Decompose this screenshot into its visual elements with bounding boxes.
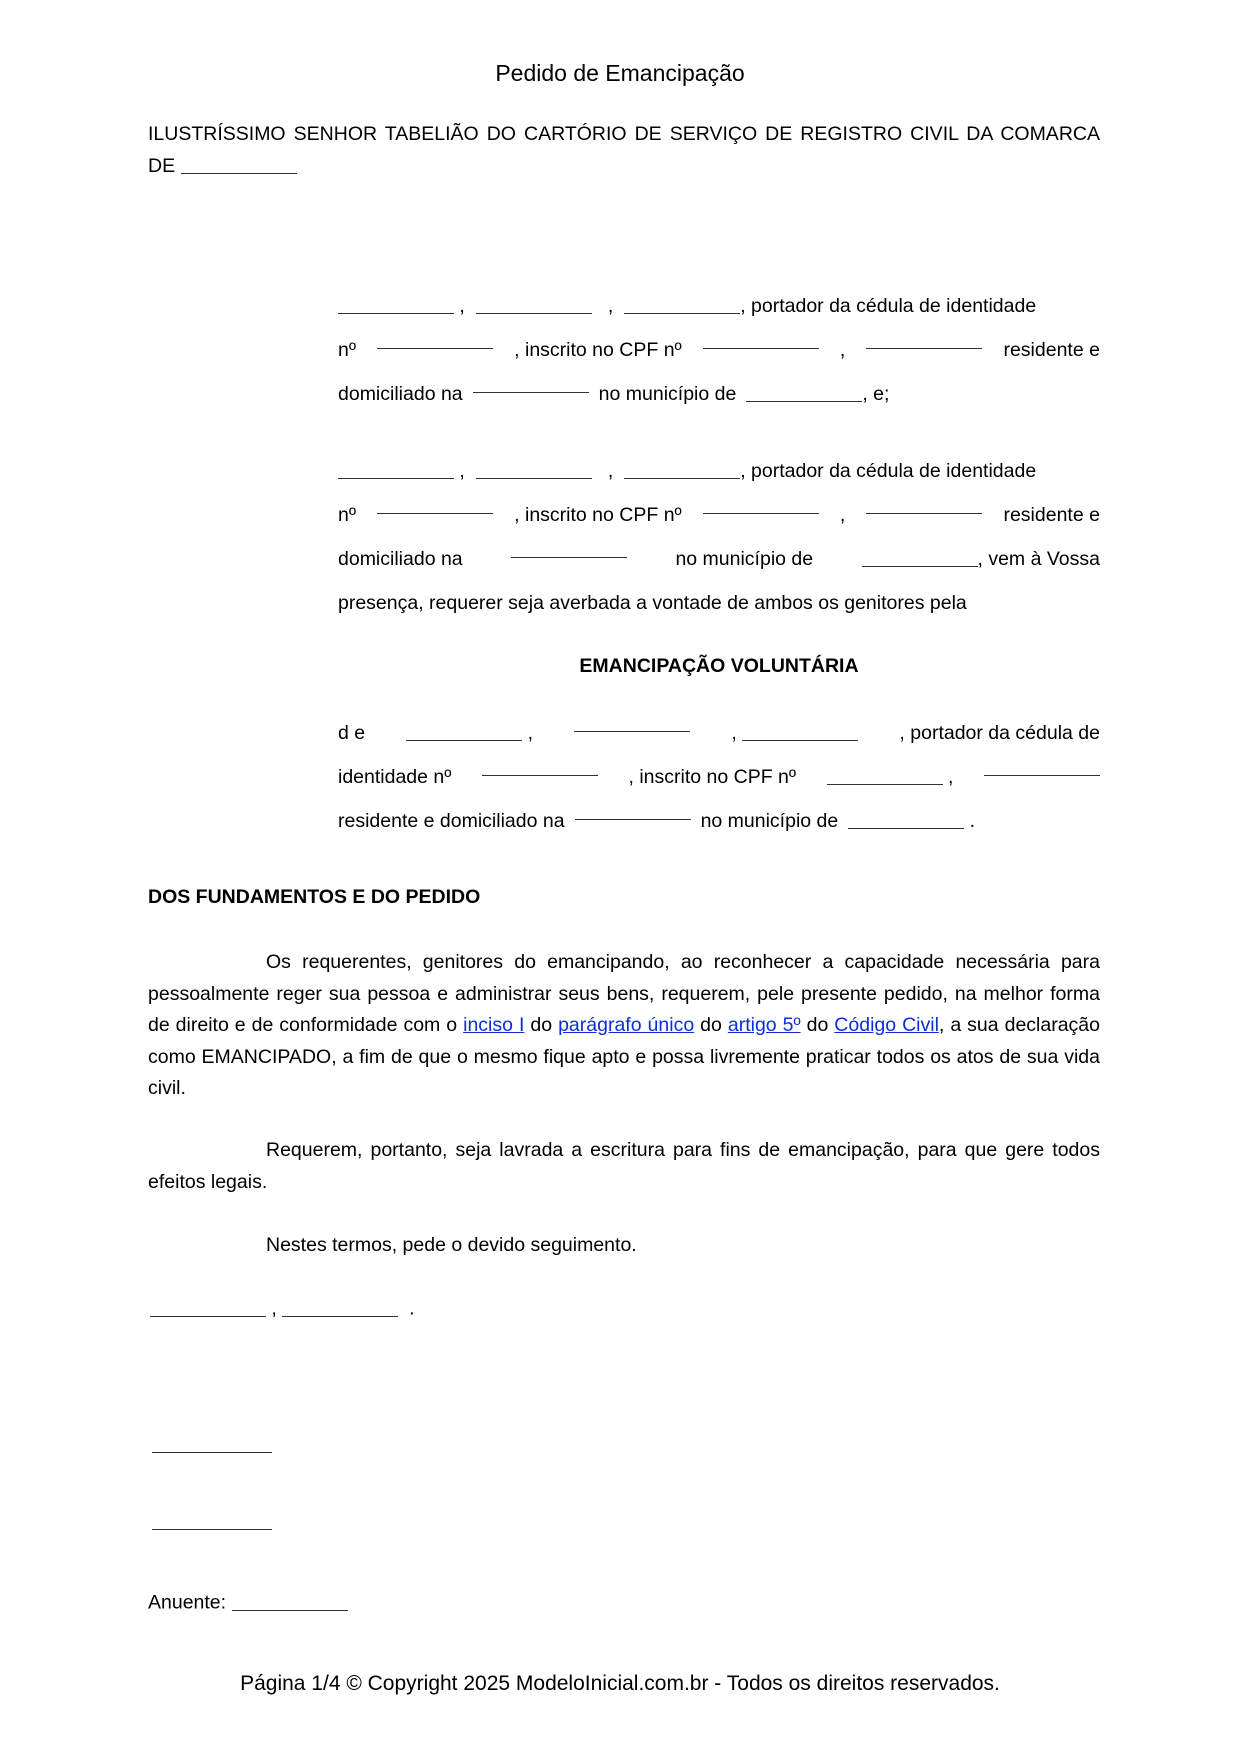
nationality-blank[interactable] [476, 294, 592, 315]
separator: . [409, 1297, 415, 1320]
party-text: residente e [1003, 504, 1100, 526]
cpf-blank[interactable] [703, 328, 819, 349]
paragraph-text: do [694, 1014, 728, 1036]
nationality-blank[interactable] [574, 711, 690, 732]
addressee-text: ILUSTRÍSSIMO SENHOR TABELIÃO DO CARTÓRIO DE SERVIÇO DE REGISTRO CIVIL DA COMARCA DE [148, 123, 1100, 177]
paragraph-text: Requerem, portanto, seja lavrada a escritura para fins de emancipação, para que gere todos efeitos legais. [148, 1139, 1100, 1193]
party-text: no município de [700, 810, 839, 832]
party-text: , portador da cédula de identidade [740, 460, 1037, 482]
link-paragrafo-unico[interactable]: parágrafo único [558, 1014, 695, 1036]
rg-blank[interactable] [377, 328, 493, 349]
place-date-line [150, 1296, 415, 1321]
city-blank[interactable] [746, 382, 862, 403]
party-text: , inscrito no CPF nº [628, 766, 797, 788]
page-footer: Página 1/4 © Copyright 2025 ModeloInicial.com.br - Todos os direitos reservados. [240, 1672, 1000, 1695]
paragraph-text: Os requerentes, genitores do emancipando, ao reconhecer a capacidade necessária para pessoalmente reger sua pessoa e administrar seus bens, requerem, pele presente pedido, na melhor forma de direito e de conformidade com o [148, 951, 1100, 1036]
page-title: Pedido de Emancipação [495, 60, 745, 86]
party-text: no município de [675, 548, 814, 570]
profession-blank[interactable] [866, 328, 982, 349]
paragraph-closing [148, 1230, 1100, 1262]
name-blank[interactable] [406, 721, 522, 742]
civil-status-blank[interactable] [624, 294, 740, 315]
city-blank[interactable] [848, 809, 964, 830]
party-1: , , , portador da cédula de identidade nº , inscrito no CPF nº , residente e domiciliado na no município de , e; [338, 284, 1100, 416]
rg-blank[interactable] [482, 755, 598, 776]
party-text: residente e [1003, 339, 1100, 361]
paragraph-text: Nestes termos, pede o devido seguimento. [266, 1234, 637, 1256]
name-blank[interactable] [338, 459, 454, 480]
comarca-blank[interactable] [181, 154, 297, 175]
fundamentos-heading: DOS FUNDAMENTOS E DO PEDIDO [148, 886, 481, 908]
place-blank[interactable] [150, 1296, 266, 1317]
paragraph-text: do [524, 1014, 559, 1036]
party-text: residente e domiciliado na [338, 810, 565, 832]
party-text: presença, requerer seja averbada a vontade de ambos os genitores pela [338, 592, 967, 614]
anuente-label: Anuente: [148, 1591, 227, 1614]
party-text: nº [338, 504, 356, 526]
link-artigo-5[interactable]: artigo 5º [727, 1014, 801, 1036]
anuente-blank[interactable] [232, 1590, 348, 1611]
party-text: , e; [862, 383, 890, 405]
addressee [148, 118, 1100, 182]
party-text: , inscrito no CPF nº [514, 504, 682, 526]
party-text: domiciliado na [338, 383, 463, 405]
address-blank[interactable] [473, 372, 589, 393]
party-text: d e [338, 722, 366, 744]
anuente-line [148, 1590, 348, 1615]
signature-line-1[interactable] [152, 1452, 272, 1453]
party-text: . [969, 810, 976, 832]
link-codigo-civil[interactable]: Código Civil [834, 1014, 939, 1036]
party-text: no município de [598, 383, 737, 405]
party-text: , inscrito no CPF nº [514, 339, 682, 361]
paragraph-request [148, 1135, 1100, 1198]
civil-status-blank[interactable] [624, 459, 740, 480]
civil-status-blank[interactable] [742, 721, 858, 742]
date-blank[interactable] [282, 1296, 398, 1317]
signature-line-2[interactable] [152, 1529, 272, 1530]
paragraph-text: do [800, 1014, 835, 1036]
cpf-blank[interactable] [703, 493, 819, 514]
party-text: , vem à Vossa [977, 548, 1100, 570]
address-blank[interactable] [511, 537, 627, 558]
nationality-blank[interactable] [476, 459, 592, 480]
profession-blank[interactable] [866, 493, 982, 514]
party-2: , , , portador da cédula de identidade nº , inscrito no CPF nº , residente e domiciliado na no município de , vem à Vossa presença, requerer seja averbada a vontade de ambos os genitores pela [338, 449, 1100, 625]
cpf-blank[interactable] [827, 765, 943, 786]
paragraph-text: , a sua declaração como EMANCIPADO, a fim de que o mesmo fique apto e possa livremente praticar todos os atos de sua vida civil. [148, 1014, 1100, 1099]
party-text: , portador da cédula de [899, 722, 1100, 744]
paragraph-fundamentos [148, 947, 1100, 1105]
name-blank[interactable] [338, 294, 454, 315]
address-blank[interactable] [575, 799, 691, 820]
party-text: nº [338, 339, 356, 361]
rg-blank[interactable] [377, 493, 493, 514]
party-text: domiciliado na [338, 548, 463, 570]
separator: , [271, 1297, 277, 1320]
link-inciso-i[interactable]: inciso I [463, 1014, 525, 1036]
party-text: , portador da cédula de identidade [740, 295, 1037, 317]
profession-blank[interactable] [984, 755, 1100, 776]
party-3: d e , , , portador da cédula de identidade nº , inscrito no CPF nº , residente e domiciliado na no município de . [338, 711, 1100, 843]
emancipation-heading: EMANCIPAÇÃO VOLUNTÁRIA [579, 655, 859, 677]
city-blank[interactable] [862, 547, 978, 568]
party-text: identidade nº [338, 766, 452, 788]
